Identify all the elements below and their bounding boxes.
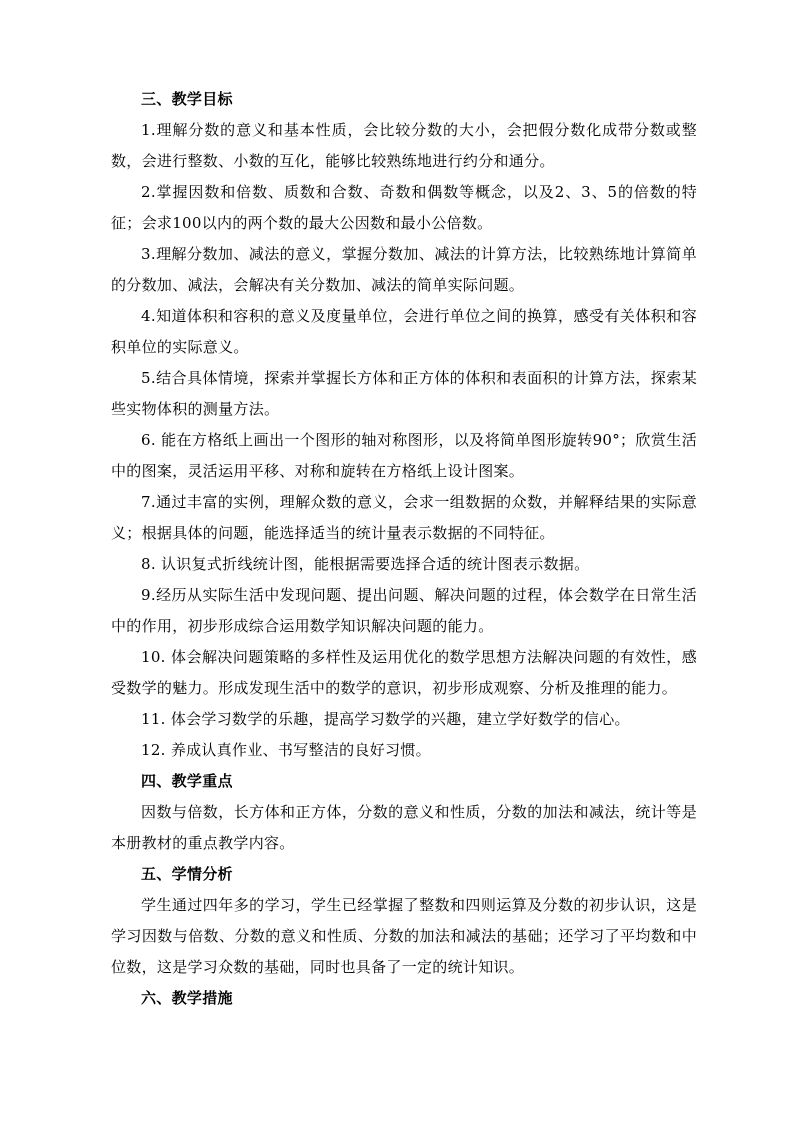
document-body — [111, 84, 697, 1014]
goal-item-4: 4.知道体积和容积的意义及度量单位，会进行单位之间的换算，感受有关体积和容积单位的实际意义。 — [111, 307, 697, 356]
section-student-analysis — [111, 859, 697, 983]
goal-item-5: 5.结合具体情境，探索并掌握长方体和正方体的体积和表面积的计算方法，探索某些实物体积的测量方法。 — [111, 369, 697, 418]
section-key-points — [111, 766, 697, 859]
goal-item-11: 11. 体会学习数学的乐趣，提高学习数学的兴趣，建立学好数学的信心。 — [141, 710, 630, 728]
goal-item-6: 6. 能在方格纸上画出一个图形的轴对称图形，以及将简单图形旋转90°；欣赏生活中的图案，灵活运用平移、对称和旋转在方格纸上设计图案。 — [111, 431, 697, 480]
section-heading: 三、教学目标 — [141, 90, 233, 108]
goal-item-9: 9.经历从实际生活中发现问题、提出问题、解决问题的过程，体会数学在日常生活中的作用，初步形成综合运用数学知识解决问题的能力。 — [111, 586, 697, 635]
section-teaching-measures — [111, 983, 697, 1014]
goal-item-12: 12. 养成认真作业、书写整洁的良好习惯。 — [141, 741, 431, 759]
goal-item-3: 3.理解分数加、减法的意义，掌握分数加、减法的计算方法，比较熟练地计算简单的分数加、减法，会解决有关分数加、减法的简单实际问题。 — [111, 245, 697, 294]
goal-item-1: 1.理解分数的意义和基本性质，会比较分数的大小，会把假分数化成带分数或整数，会进行整数、小数的互化，能够比较熟练地进行约分和通分。 — [111, 121, 697, 170]
section-heading: 四、教学重点 — [141, 772, 233, 790]
section-heading: 五、学情分析 — [141, 865, 233, 883]
goal-item-2: 2.掌握因数和倍数、质数和合数、奇数和偶数等概念，以及2、3、5的倍数的特征；会求100以内的两个数的最大公因数和最小公倍数。 — [111, 183, 697, 232]
goal-item-7: 7.通过丰富的实例，理解众数的意义，会求一组数据的众数，并解释结果的实际意义；根据具体的问题，能选择适当的统计量表示数据的不同特征。 — [111, 493, 697, 542]
section-heading: 六、教学措施 — [141, 989, 233, 1007]
key-points-paragraph: 因数与倍数，长方体和正方体，分数的意义和性质，分数的加法和减法，统计等是本册教材的重点教学内容。 — [111, 803, 697, 852]
section-teaching-goals — [111, 84, 697, 766]
student-analysis-paragraph: 学生通过四年多的学习，学生已经掌握了整数和四则运算及分数的初步认识，这是学习因数与倍数、分数的意义和性质、分数的加法和减法的基础；还学习了平均数和中位数，这是学习众数的基础，同时也具备了一定的统计知识。 — [111, 896, 697, 976]
goal-item-10: 10. 体会解决问题策略的多样性及运用优化的数学思想方法解决问题的有效性，感受数学的魅力。形成发现生活中的数学的意识，初步形成观察、分析及推理的能力。 — [111, 648, 697, 697]
goal-item-8: 8. 认识复式折线统计图，能根据需要选择合适的统计图表示数据。 — [141, 555, 590, 573]
